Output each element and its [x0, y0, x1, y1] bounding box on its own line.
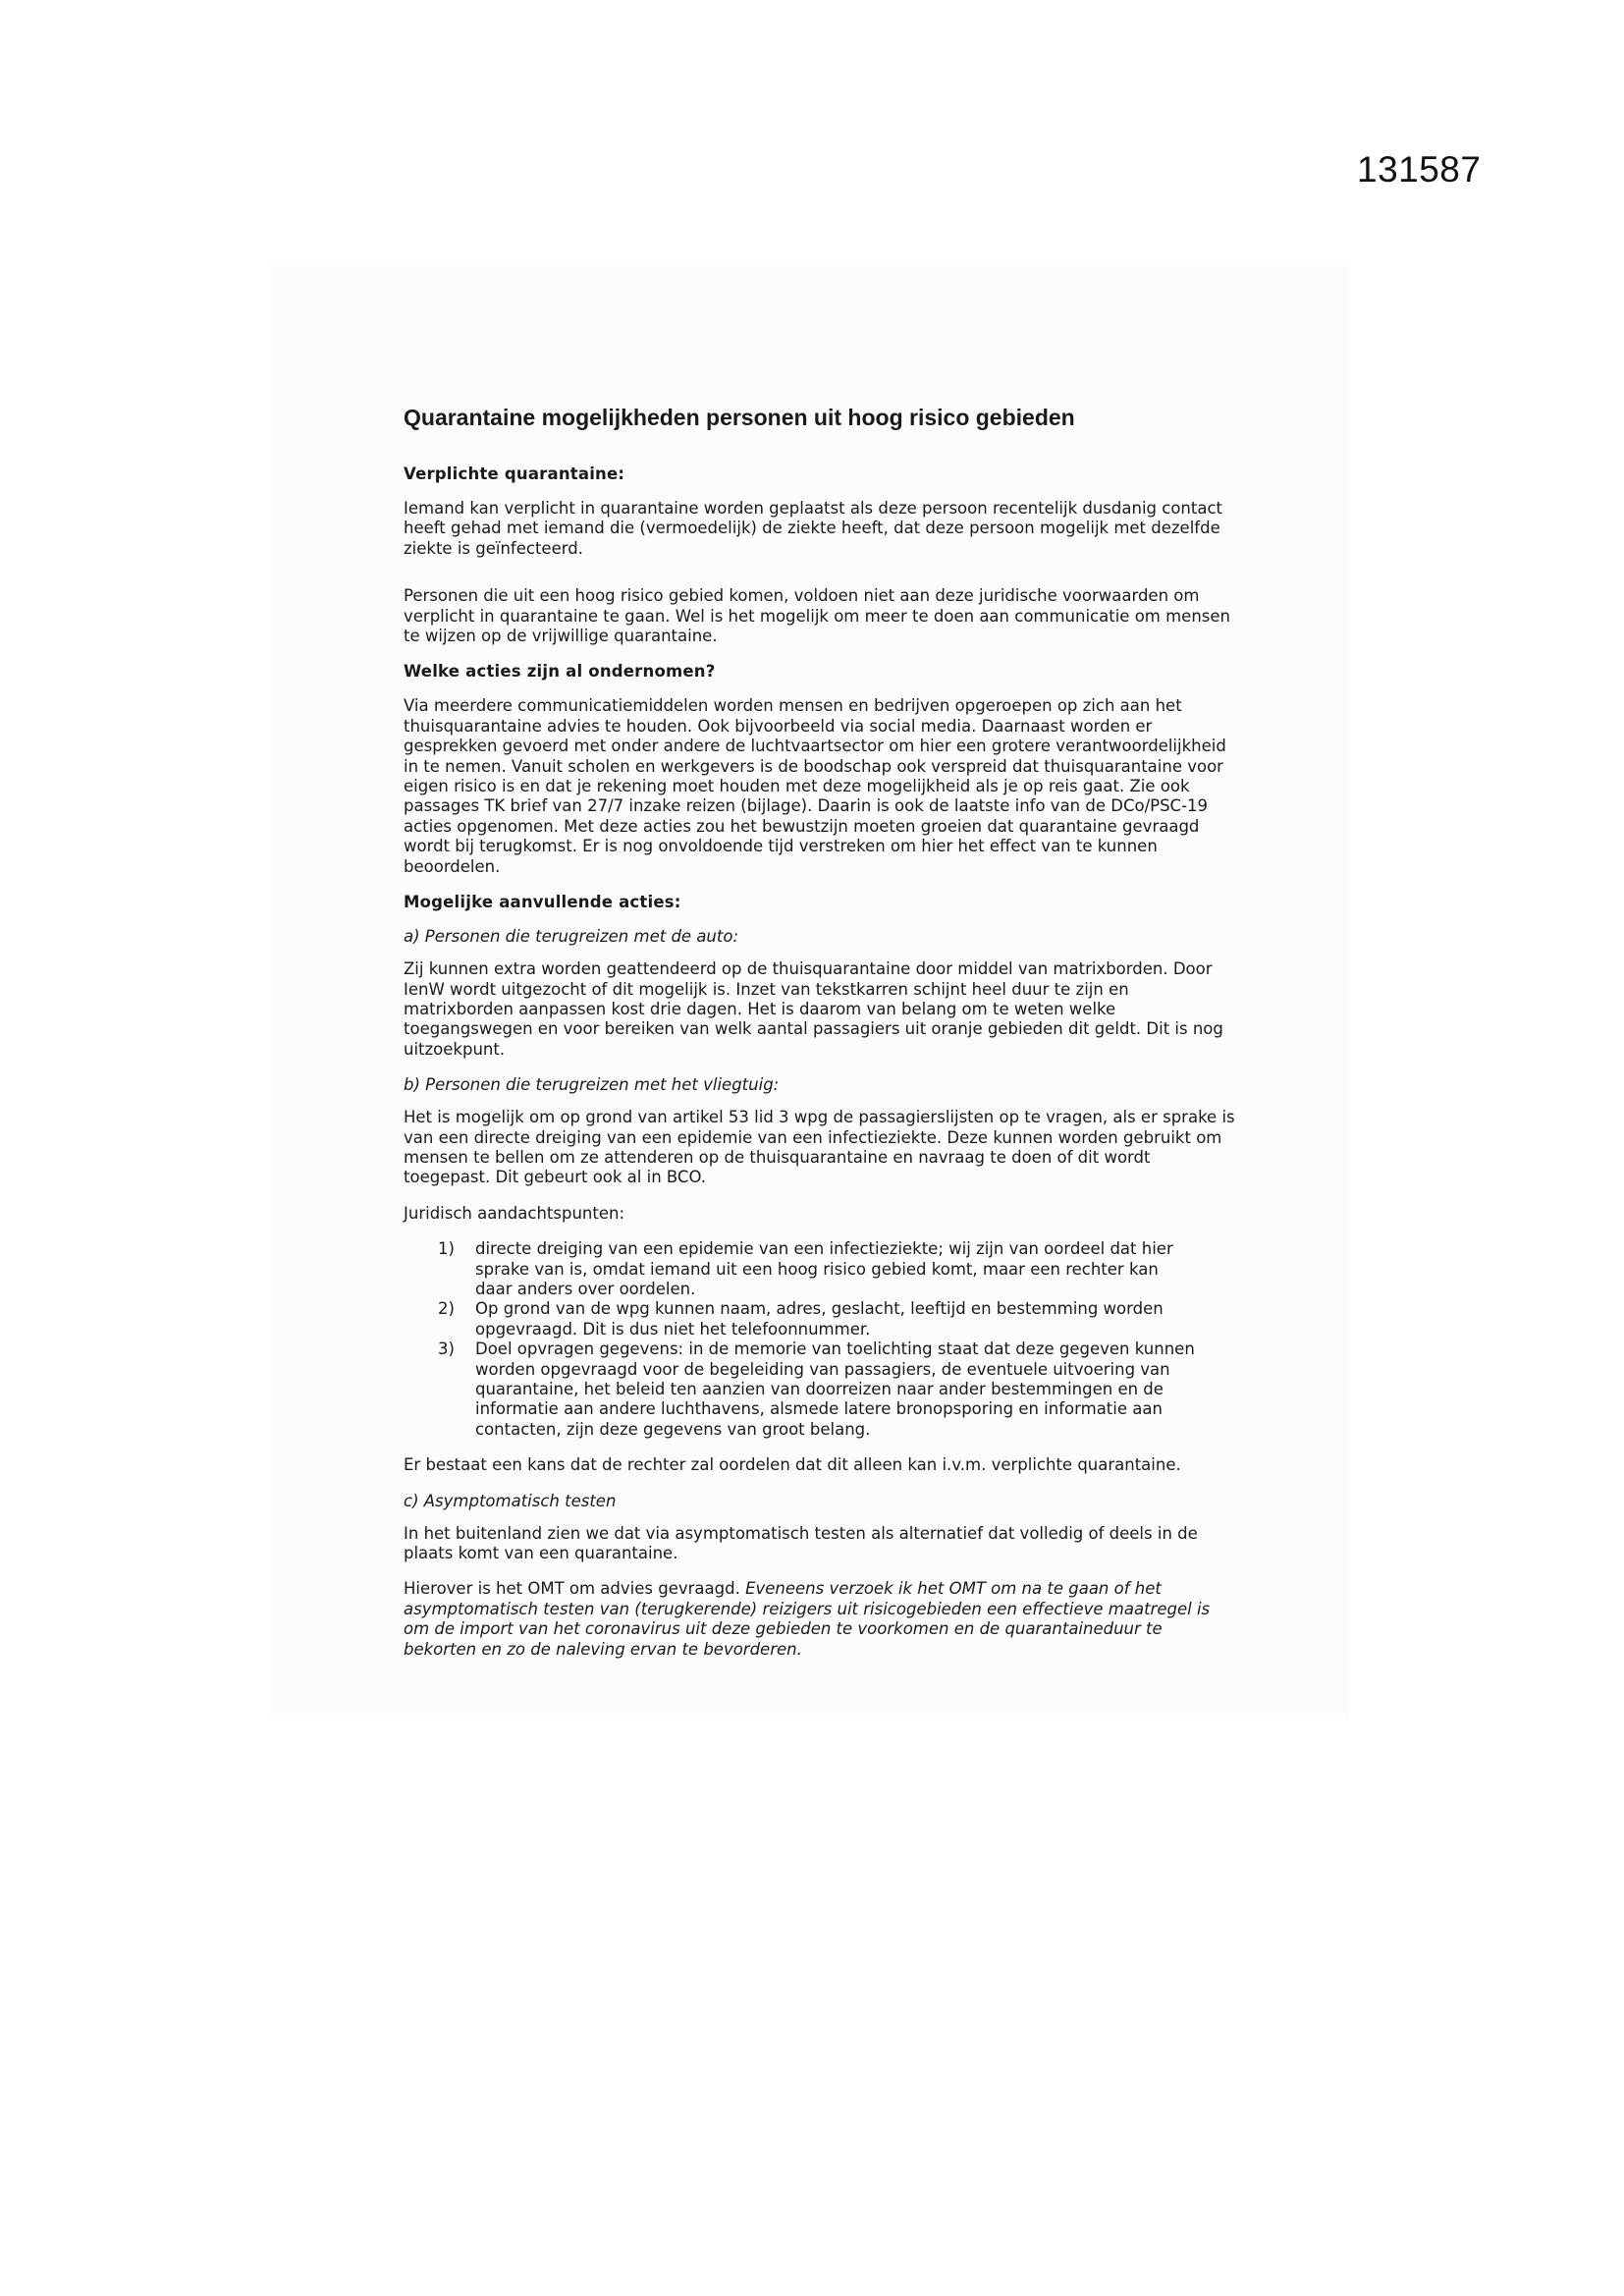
paragraph-kans: Er bestaat een kans dat de rechter zal oordelen dat dit alleen kan i.v.m. verplichte quarantaine. [404, 1455, 1181, 1475]
list-item-text: Doel opvragen gegevens: in de memorie van toelichting staat dat deze gegeven kunnen worden opgevraagd voor de begeleiding van passagiers, de eventuele uitvoering van quarantaine, het beleid ten aanzien van doorreizen naar ander bestemmingen en de informatie aan andere luchthavens, alsmede latere bronopsporing en informatie aan contacten, zijn deze gegevens van groot belang. [475, 1339, 1195, 1439]
list-item [404, 1299, 1238, 1339]
omt-text: Hierover is het OMT om advies gevraagd. [404, 1579, 740, 1599]
heading-aanvullende-acties: Mogelijke aanvullende acties: [404, 893, 681, 912]
paragraph-auto: Zij kunnen extra worden geattendeerd op de thuisquarantaine door middel van matrixborden. Door IenW wordt uitgezocht of dit mogelijk is. Inzet van tekstkarren schijnt heel duur te zijn en matrixborden aanpassen kost drie dagen. Het is daarom van belang om te weten welke toegangswegen en voor bereiken van welk aantal passagiers uit oranje gebieden dit geldt. Dit is nog uitzoekpunt. [404, 959, 1223, 1059]
list-item [404, 1239, 1238, 1299]
paragraph-omt [404, 1579, 1238, 1660]
list-item [404, 1339, 1238, 1440]
heading-acties: Welke acties zijn al ondernomen? [404, 662, 716, 682]
list-item-text: directe dreiging van een epidemie van een infectieziekte; wij zijn van oordeel dat hier sprake van is, omdat iemand uit een hoog risico gebied komt, maar een rechter kan daar anders over oordelen. [475, 1239, 1173, 1298]
subheading-vliegtuig: b) Personen die terugreizen met het vliegtuig: [404, 1075, 780, 1095]
label-juridisch: Juridisch aandachtspunten: [404, 1203, 625, 1223]
document-content [404, 393, 1238, 1675]
document-number: 131587 [1357, 149, 1482, 190]
heading-verplichte-quarantaine: Verplichte quarantaine: [404, 465, 625, 483]
paragraph-acties: Via meerdere communicatiemiddelen worden mensen en bedrijven opgeroepen op zich aan het thuisquarantaine advies te houden. Ook bijvoorbeeld via social media. Daarnaast worden er gesprekken gevoerd met onder andere de luchtvaartsector om hier een grotere verantwoordelijkheid in te nemen. Vanuit scholen en werkgevers is de boodschap ook verspreid dat thuisquarantaine voor eigen risico is en dat je rekening moet houden met deze mogelijkheid als je op reis gaat. Zie ook passages TK brief van 27/7 inzake reizen (bijlage). Daarin is ook de laatste info van de DCo/PSC-19 acties opgenomen. Met deze acties zou het bewustzijn moeten groeien dat quarantaine gevraagd wordt bij terugkomst. Er is nog onvoldoende tijd verstreken om hier het effect van te kunnen beoordelen. [404, 696, 1226, 876]
paragraph-asymptomatisch: In het buitenland zien we dat via asymptomatisch testen als alternatief dat volledig of deels in de plaats komt van een quarantaine. [404, 1523, 1198, 1563]
subheading-auto: a) Personen die terugreizen met de auto: [404, 927, 739, 947]
list-item-number: 1) [438, 1239, 455, 1259]
document-title: Quarantaine mogelijkheden personen uit hoog risico gebieden [404, 405, 1075, 430]
list-item-number: 2) [438, 1299, 455, 1319]
paragraph-vliegtuig: Het is mogelijk om op grond van artikel 53 lid 3 wpg de passagierslijsten op te vragen, als er sprake is van een directe dreiging van een epidemie van een infectieziekte. Deze kunnen worden gebruikt om mensen te bellen om ze attenderen op de thuisquarantaine en navraag te doen of dit wordt toegepast. Dit gebeurt ook al in BCO. [404, 1108, 1235, 1187]
paragraph-verplicht-1: Iemand kan verplicht in quarantaine worden geplaatst als deze persoon recentelijk dusdanig contact heeft gehad met iemand die (vermoedelijk) de ziekte heeft, dat deze persoon mogelijk met dezelfde ziekte is geïnfecteerd. [404, 499, 1222, 558]
subheading-asymptomatisch: c) Asymptomatisch testen [404, 1491, 617, 1510]
juridisch-points-list [404, 1239, 1238, 1440]
paragraph-verplicht-2: Personen die uit een hoog risico gebied komen, voldoen niet aan deze juridische voorwaarden om verplicht in quarantaine te gaan. Wel is het mogelijk om meer te doen aan communicatie om mensen te wijzen op de vrijwillige quarantaine. [404, 586, 1230, 646]
list-item-text: Op grond van de wpg kunnen naam, adres, geslacht, leeftijd en bestemming worden opgevraagd. Dit is dus niet het telefoonnummer. [475, 1299, 1164, 1339]
list-item-number: 3) [438, 1339, 455, 1359]
omt-italic-text: Eveneens verzoek ik het OMT om na te gaan of het asymptomatisch testen van (terugkerende) reizigers uit risicogebieden een effectieve maatregel is om de import van het coronavirus uit deze gebieden te voorkomen en de quarantaineduur te bekorten en zo de naleving ervan te bevorderen. [404, 1579, 1211, 1659]
